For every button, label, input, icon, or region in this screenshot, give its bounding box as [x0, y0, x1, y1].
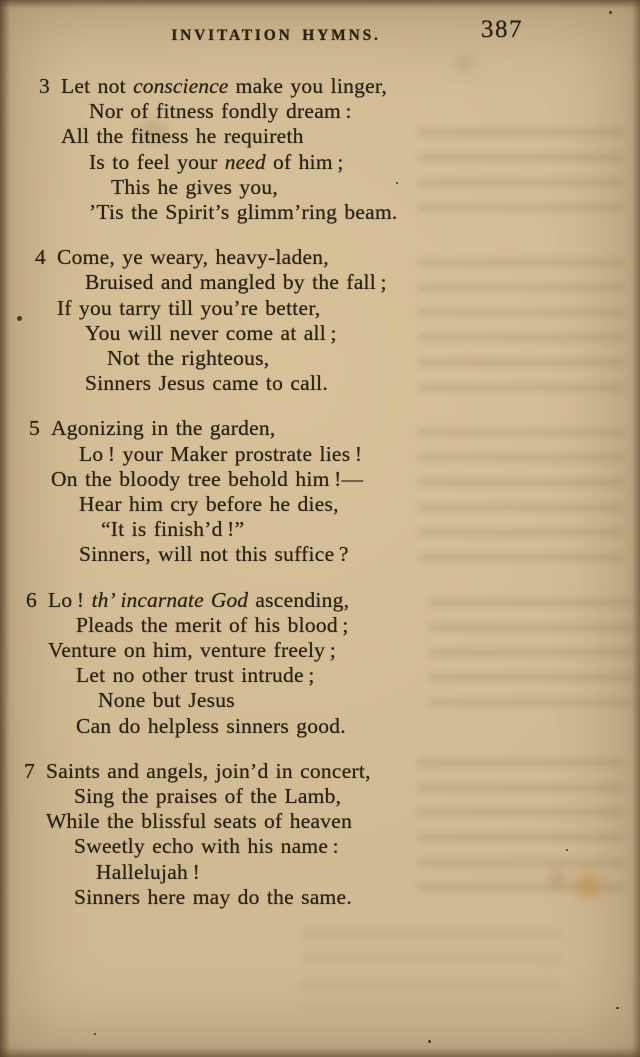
verse-text: Hear him cry before he dies,	[79, 492, 339, 517]
verse-line	[29, 416, 640, 441]
verso-showthrough	[300, 930, 560, 1010]
verse-text: Venture on him, venture freely ;	[48, 638, 336, 663]
page-edge-shadow-top	[0, 0, 640, 8]
verse-line	[79, 442, 640, 467]
verse-line	[79, 542, 640, 567]
verse-line	[48, 638, 640, 663]
verse-line	[61, 124, 640, 149]
verse-line	[85, 321, 640, 346]
verse-text: Let not	[61, 74, 134, 98]
italic-text: th’ incarnate God	[91, 587, 249, 612]
hymn-verse	[0, 759, 640, 910]
verse-line	[51, 467, 640, 492]
verse-text: of him ;	[265, 149, 344, 174]
verse-line	[39, 74, 640, 99]
verse-line	[26, 587, 640, 613]
verse-line	[57, 296, 640, 321]
verse-text: Pleads the merit of his blood ;	[76, 612, 349, 637]
paper-stain	[455, 55, 475, 73]
verse-text: Let no other trust intrude ;	[76, 663, 315, 688]
verse-line	[76, 714, 640, 739]
verse-text: Hallelujah !	[96, 859, 201, 884]
verse-line	[89, 200, 640, 225]
verse-text: Nor of fitness fondly dream :	[89, 99, 352, 124]
verse-text: You will never come at all ;	[85, 320, 337, 345]
verse-text: Agonizing in the garden,	[51, 416, 276, 441]
page-edge-shadow-bottom	[0, 1047, 640, 1057]
verse-line	[111, 175, 640, 200]
verse-text: Is to feel your	[89, 149, 225, 174]
verse-text: “It is finish’d !”	[101, 517, 245, 542]
hymn-verses	[0, 74, 640, 930]
verse-line	[85, 371, 640, 396]
hymn-verse	[0, 245, 640, 396]
verse-number: 7	[24, 758, 35, 783]
running-header-title: INVITATION HYMNS.	[171, 27, 381, 44]
italic-text: conscience	[133, 74, 229, 98]
verse-line	[98, 688, 640, 713]
verse-line	[74, 834, 640, 859]
verse-text: Bruised and mangled by the fall ;	[85, 270, 387, 295]
verse-line	[46, 809, 640, 834]
verse-text: make you linger,	[228, 74, 388, 98]
verse-text: ’Tis the Spirit’s glimm’ring beam.	[89, 200, 398, 225]
verse-text: On the bloody tree behold him !—	[51, 466, 364, 491]
verse-text: None but Jesus	[98, 688, 235, 713]
verse-line	[96, 860, 640, 885]
hymn-verse	[0, 588, 640, 739]
verse-text: All the fitness he requireth	[61, 124, 304, 149]
verse-text: Saints and angels, join’d in concert,	[46, 758, 371, 783]
verse-text: While the blissful seats of heaven	[46, 809, 353, 834]
verse-text: Sinners Jesus came to call.	[85, 371, 329, 396]
verse-text: Not the righteous,	[107, 346, 270, 371]
verse-line	[74, 885, 640, 910]
verse-line	[35, 245, 640, 270]
verse-text: If you tarry till you’re better,	[57, 295, 321, 320]
verse-line	[89, 99, 640, 124]
verse-text: Sing the praises of the Lamb,	[74, 784, 342, 809]
verse-text: Sinners, will not this suffice ?	[79, 542, 349, 567]
verse-text: Come, ye weary, heavy-laden,	[57, 245, 329, 270]
verse-line	[79, 492, 640, 517]
verse-line	[76, 613, 640, 638]
verse-text: Can do helpless sinners good.	[76, 713, 346, 738]
verse-text: Sweetly echo with his name :	[74, 834, 339, 859]
ink-speck	[94, 1033, 96, 1035]
hymn-verse	[3, 74, 640, 225]
verse-line	[24, 758, 640, 784]
ink-speck	[428, 1040, 431, 1043]
verse-text: This he gives you,	[111, 174, 278, 199]
verse-text: ascending,	[248, 587, 350, 612]
verse-text: Lo !	[48, 587, 92, 612]
verse-line	[74, 784, 640, 809]
page-number: 387	[481, 16, 523, 43]
verse-line	[107, 346, 640, 371]
italic-text: need	[224, 149, 266, 174]
verse-line	[85, 270, 640, 295]
verse-line	[101, 517, 640, 542]
verse-line	[89, 150, 640, 175]
verse-text: Sinners here may do the same.	[74, 884, 352, 909]
verse-text: Lo ! your Maker prostrate lies !	[79, 441, 363, 466]
verse-number: 4	[35, 245, 46, 270]
verse-number: 5	[29, 416, 40, 441]
ink-speck	[609, 11, 612, 14]
verse-number: 6	[26, 587, 37, 612]
verse-number: 3	[39, 74, 50, 98]
verse-line	[76, 663, 640, 688]
hymn-verse	[0, 416, 640, 567]
ink-speck	[616, 1007, 619, 1009]
